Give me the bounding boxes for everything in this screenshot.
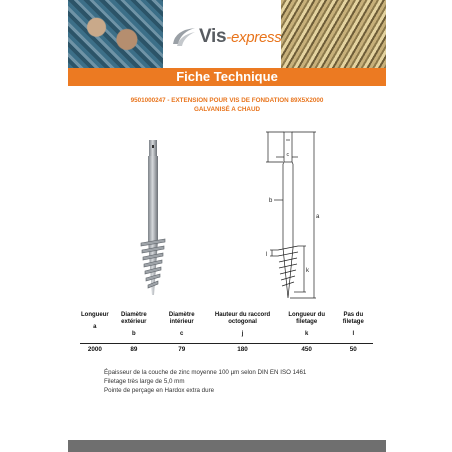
note-line: Pointe de perçage en Hardox extra dure (104, 387, 215, 395)
col-header-length: Longueur a (80, 311, 110, 344)
brand-logo (163, 0, 281, 68)
footer-bar (68, 440, 386, 452)
col-header-octagonal-height: Hauteur du raccord octogonal j (205, 311, 279, 344)
technical-drawing (264, 130, 324, 305)
technical-sheet-page (68, 0, 386, 452)
dim-label-c: c (286, 152, 289, 158)
screws-photo (281, 0, 386, 68)
cell-octagonal-height: 180 (237, 346, 248, 353)
cell-thread-pitch: 50 (349, 346, 357, 353)
note-line: Épaisseur de la couche de zinc moyenne 100 µm selon DIN EN ISO 1461 (104, 369, 307, 376)
header-banner (68, 0, 386, 68)
dim-label-k: k (306, 268, 309, 274)
screw-photo (133, 140, 173, 300)
tools-photo (68, 0, 163, 68)
table-row (80, 344, 373, 357)
notes (104, 368, 306, 396)
dim-label-b: b (269, 198, 273, 204)
title-bar (68, 68, 386, 86)
cell-outer-diameter: 89 (130, 346, 138, 353)
col-header-inner-diameter: Diamètre intérieur c (158, 311, 205, 344)
cell-thread-length: 450 (301, 346, 312, 353)
dim-label-a: a (316, 214, 320, 220)
spec-table (80, 311, 373, 356)
col-header-thread-pitch: Pas du filetage l (334, 311, 373, 344)
brand-name-suffix: -express (226, 29, 282, 46)
cell-length: 2000 (87, 346, 102, 353)
page-title: Fiche Technique (176, 69, 278, 84)
product-title-line-1: 9501000247 - EXTENSION POUR VIS DE FONDATION 89X5X2000 (130, 97, 324, 104)
product-title (68, 97, 386, 114)
col-header-thread-length: Longueur du filetage k (280, 311, 334, 344)
note-line: Filetage très large de 5,0 mm (104, 378, 185, 386)
swoosh-icon (171, 24, 197, 48)
brand-name-main: Vis (199, 26, 227, 47)
dim-label-l: l (266, 252, 268, 258)
product-title-line-2: GALVANISÉ A CHAUD (193, 105, 261, 113)
cell-inner-diameter: 79 (178, 346, 186, 353)
brand-name (199, 26, 281, 48)
col-header-outer-diameter: Diamètre extérieur b (110, 311, 158, 344)
